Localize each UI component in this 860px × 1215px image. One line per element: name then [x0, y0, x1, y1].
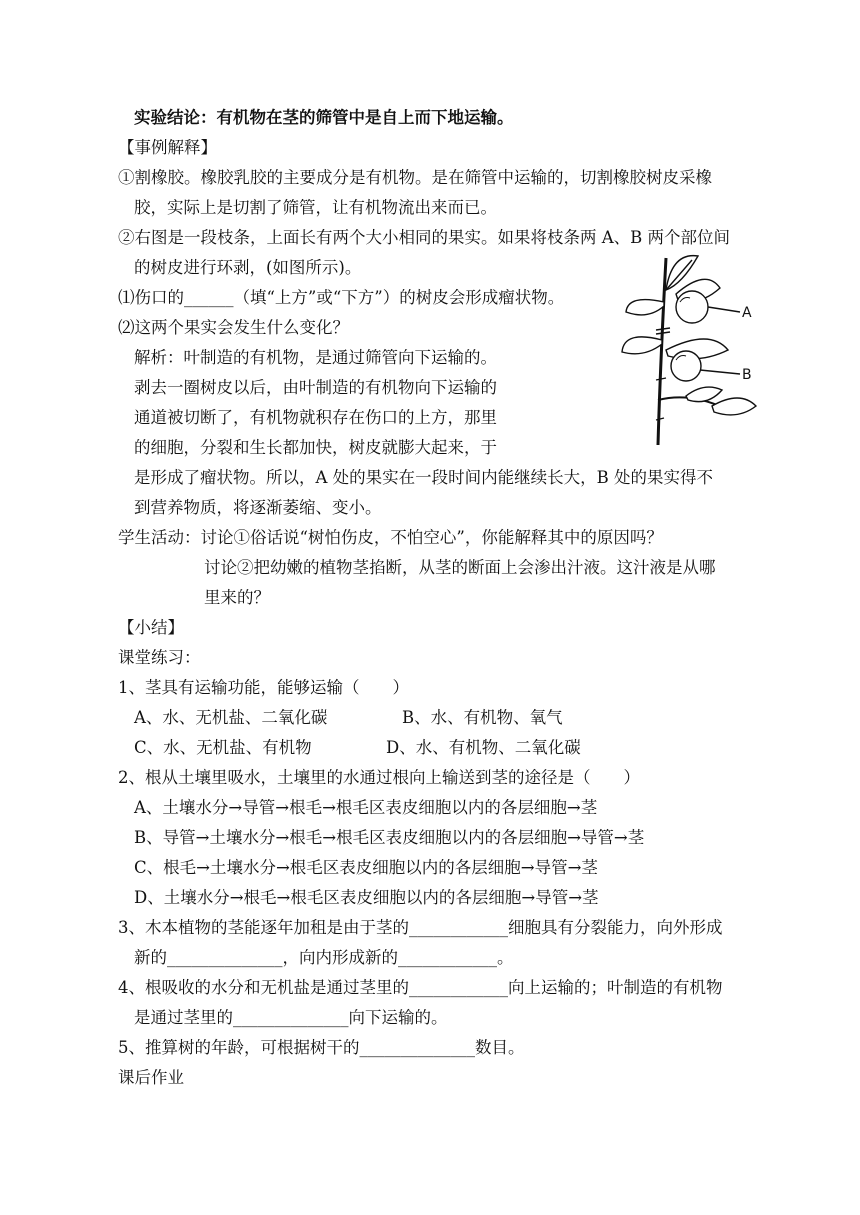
student-activity-2-line2: 里来的？ — [204, 588, 270, 607]
analysis-line6: 到营养物质，将逐渐萎缩、变小。 — [134, 498, 382, 517]
student-activity-2-line1: 讨论②把幼嫩的植物茎掐断，从茎的断面上会渗出汁液。这汁液是从哪 — [204, 558, 716, 577]
practice-q2-option-c: C、根毛→土壤水分→根毛区表皮细胞以内的各层细胞→导管→茎 — [134, 858, 598, 877]
practice-q5: 5、推算树的年龄，可根据树干的______________数目。 — [118, 1038, 525, 1057]
analysis-line5: 是形成了瘤状物。所以，A 处的果实在一段时间内能继续长大，B 处的果实得不 — [134, 468, 714, 487]
practice-q1-option-b: B、水、有机物、氧气 — [402, 708, 563, 727]
example1-line1: ①割橡胶。橡胶乳胶的主要成分是有机物。是在筛管中运输的，切割橡胶树皮采橡 — [118, 168, 712, 187]
analysis-line3: 通道被切断了，有机物就积存在伤口的上方，那里 — [134, 408, 497, 427]
practice-q3-line1: 3、木本植物的茎能逐年加租是由于茎的____________细胞具有分裂能力，向外形成 — [118, 918, 723, 937]
branch-diagram — [620, 250, 770, 450]
section-heading-summary: 【小结】 — [118, 618, 184, 637]
practice-q2-option-a: A、土壤水分→导管→根毛→根毛区表皮细胞以内的各层细胞→茎 — [134, 798, 598, 817]
student-activity-1: 学生活动：讨论①俗话说“树怕伤皮，不怕空心”，你能解释其中的原因吗？ — [118, 528, 663, 547]
leaf-icon — [626, 300, 664, 315]
fruit-a-icon — [676, 291, 708, 323]
leaf-icon — [712, 398, 756, 415]
analysis-line4: 的细胞，分裂和生长都加快，树皮就膨大起来，于 — [134, 438, 497, 457]
practice-q1-option-c: C、水、无机盐、有机物 — [134, 738, 312, 757]
leaf-icon — [686, 387, 722, 402]
practice-q1-option-d: D、水、有机物、二氧化碳 — [386, 738, 581, 757]
label-b: B — [742, 367, 752, 383]
label-a: A — [742, 305, 752, 321]
practice-q4-line1: 4、根吸收的水分和无机盐是通过茎里的____________向上运输的；叶制造的有机物 — [118, 978, 723, 997]
example2-line1: ②右图是一段枝条，上面长有两个大小相同的果实。如果将枝条两 A、B 两个部位间 — [118, 228, 731, 247]
question-1: ⑴伤口的______（填“上方”或“下方”）的树皮会形成瘤状物。 — [118, 288, 565, 307]
analysis-line2: 剥去一圈树皮以后，由叶制造的有机物向下运输的 — [134, 378, 497, 397]
experiment-conclusion: 实验结论：有机物在茎的筛管中是自上而下地运输。 — [134, 108, 514, 127]
practice-q4-line2: 是通过茎里的______________向下运输的。 — [134, 1008, 448, 1027]
section-heading-example: 【事例解释】 — [118, 138, 217, 157]
practice-q3-line2: 新的______________，向内形成新的____________。 — [134, 948, 514, 967]
practice-q2-option-d: D、土壤水分→根毛→根毛区表皮细胞以内的各层细胞→导管→茎 — [134, 888, 599, 907]
pointer-b — [700, 370, 740, 374]
practice-q1-option-a: A、水、无机盐、二氧化碳 — [134, 708, 328, 727]
leaf-icon — [622, 337, 662, 354]
pointer-a — [708, 307, 740, 312]
practice-heading: 课堂练习： — [118, 648, 201, 667]
example1-line2: 胶，实际上是切割了筛管，让有机物流出来而已。 — [134, 198, 497, 217]
analysis-line1: 解析：叶制造的有机物，是通过筛管向下运输的。 — [134, 348, 497, 367]
stem-icon — [658, 258, 666, 445]
example2-line2: 的树皮进行环剥，(如图所示)。 — [134, 258, 362, 277]
practice-q2: 2、根从土壤里吸水，土壤里的水通过根向上输送到茎的途径是（ ） — [118, 768, 640, 787]
practice-q1: 1、茎具有运输功能，能够运输（ ） — [118, 678, 409, 697]
homework-heading: 课后作业 — [118, 1068, 184, 1087]
practice-q2-option-b: B、导管→土壤水分→根毛→根毛区表皮细胞以内的各层细胞→导管→茎 — [134, 828, 645, 847]
question-2: ⑵这两个果实会发生什么变化？ — [118, 318, 349, 337]
